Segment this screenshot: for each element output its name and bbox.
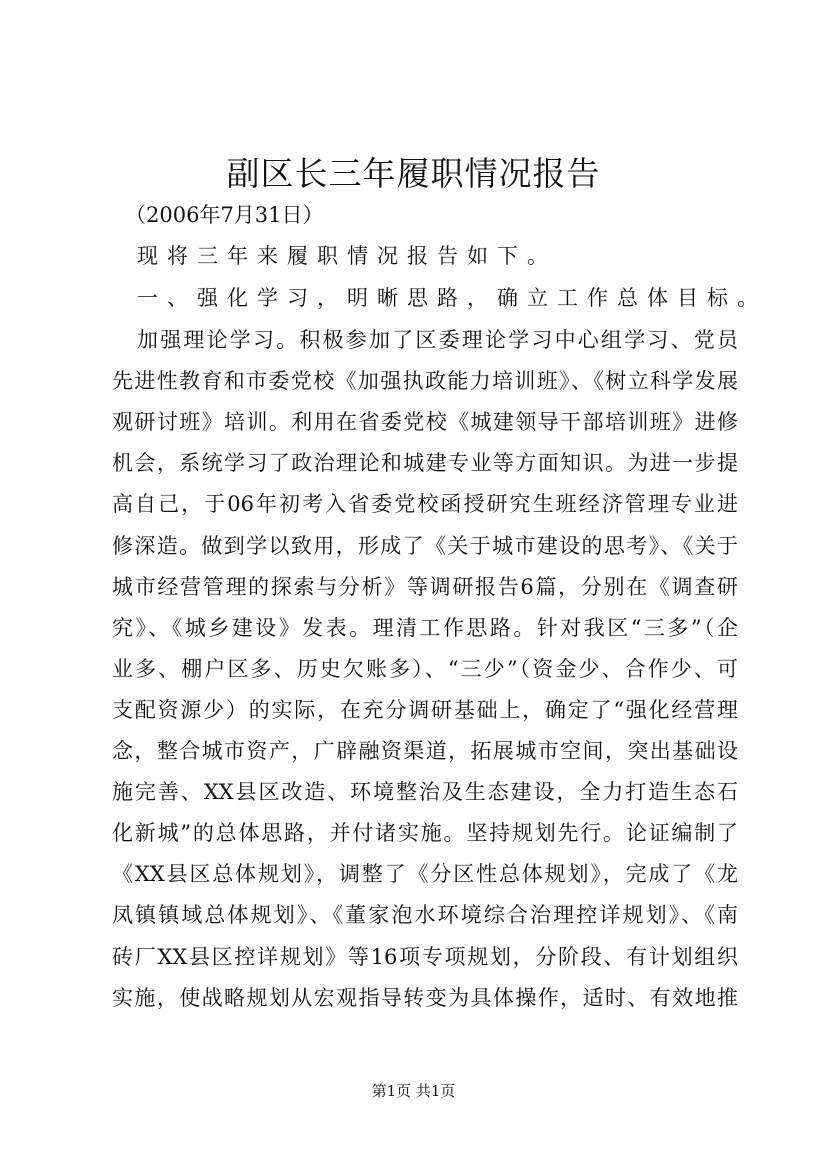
report-date: （2006年7月31日） xyxy=(125,203,324,227)
body-line: 业多、棚户区多、历史欠账多）、“三少”（资金少、合作少、可 xyxy=(112,656,738,681)
body-line: 实施，使战略规划从宏观指导转变为具体操作，适时、有效地推 xyxy=(112,985,738,1010)
body-line: 施完善、XX县区改造、环境整治及生态建设，全力打造生态石 xyxy=(112,780,738,805)
intro-paragraph: 现将三年来履职情况报告如下。 xyxy=(137,244,557,268)
body-line: 凤镇镇域总体规划》、《董家泡水环境综合治理控详规划》、《南 xyxy=(112,903,738,928)
page-footer: 第1页 共1页 xyxy=(371,1082,456,1100)
body-line: 化新城”的总体思路，并付诸实施。坚持规划先行。论证编制了 xyxy=(112,821,738,846)
body-line: 念，整合城市资产，广辟融资渠道，拓展城市空间，突出基础设 xyxy=(112,739,738,763)
section-heading: 一、强化学习，明晰思路，确立工作总体目标。 xyxy=(137,286,767,310)
body-line: 《XX县区总体规划》，调整了《分区性总体规划》，完成了《龙 xyxy=(112,862,738,887)
body-line: 观研讨班》培训。利用在省委党校《城建领导干部培训班》进修 xyxy=(112,410,738,435)
body-line: 机会，系统学习了政治理论和城建专业等方面知识。为进一步提 xyxy=(112,451,738,476)
body-line: 先进性教育和市委党校《加强执政能力培训班》、《树立科学发展 xyxy=(112,369,738,394)
body-line: 城市经营管理的探索与分析》等调研报告6篇，分别在《调查研 xyxy=(112,574,738,599)
body-line: 加强理论学习。积极参加了区委理论学习中心组学习、党员 xyxy=(137,328,738,352)
body-line: 高自己，于06年初考入省委党校函授研究生班经济管理专业进 xyxy=(112,492,738,517)
body-line: 砖厂XX县区控详规划》等16项专项规划，分阶段、有计划组织 xyxy=(112,944,738,969)
body-line: 支配资源少）的实际，在充分调研基础上，确定了“强化经营理 xyxy=(112,697,738,722)
body-line: 修深造。做到学以致用，形成了《关于城市建设的思考》、《关于 xyxy=(112,533,738,558)
document-title: 副区长三年履职情况报告 xyxy=(226,154,601,193)
body-line: 究》、《城乡建设》发表。理清工作思路。针对我区“三多”（企 xyxy=(112,615,738,640)
